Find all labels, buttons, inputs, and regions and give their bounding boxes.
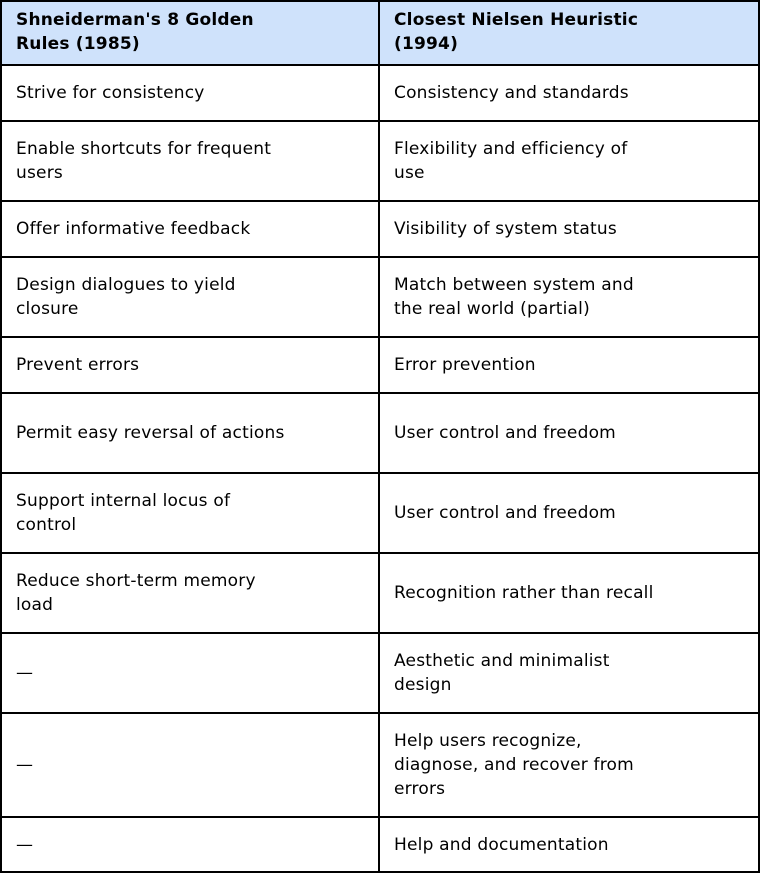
table-cell-rule: Prevent errors [2,338,380,394]
table-cell-rule: Strive for consistency [2,66,380,122]
table-cell-rule: Support internal locus of control [2,474,380,554]
table-cell-heuristic: Match between system and the real world (partial) [380,258,758,338]
table-cell-rule: — [2,818,380,872]
table-cell-rule: — [2,634,380,714]
header-cell-nielsen: Closest Nielsen Heuristic (1994) [380,2,758,66]
table-cell-heuristic: Error prevention [380,338,758,394]
table-cell-heuristic: User control and freedom [380,394,758,474]
table-cell-heuristic: Consistency and standards [380,66,758,122]
table-cell-heuristic: User control and freedom [380,474,758,554]
table-cell-heuristic: Flexibility and efficiency of use [380,122,758,202]
table-cell-heuristic: Help users recognize, diagnose, and recover from errors [380,714,758,818]
table-cell-rule: Offer informative feedback [2,202,380,258]
table-cell-rule: Permit easy reversal of actions [2,394,380,474]
header-cell-shneiderman: Shneiderman's 8 Golden Rules (1985) [2,2,380,66]
table-cell-rule: — [2,714,380,818]
table-cell-heuristic: Help and documentation [394,835,609,855]
table-cell-rule: Enable shortcuts for frequent users [2,122,380,202]
table-cell-rule: Reduce short-term memory load [2,554,380,634]
table-cell-heuristic: Visibility of system status [380,202,758,258]
table-cell-rule: Design dialogues to yield closure [2,258,380,338]
table-cell-heuristic: Recognition rather than recall [380,554,758,634]
table-cell-heuristic: Aesthetic and minimalist design [380,634,758,714]
